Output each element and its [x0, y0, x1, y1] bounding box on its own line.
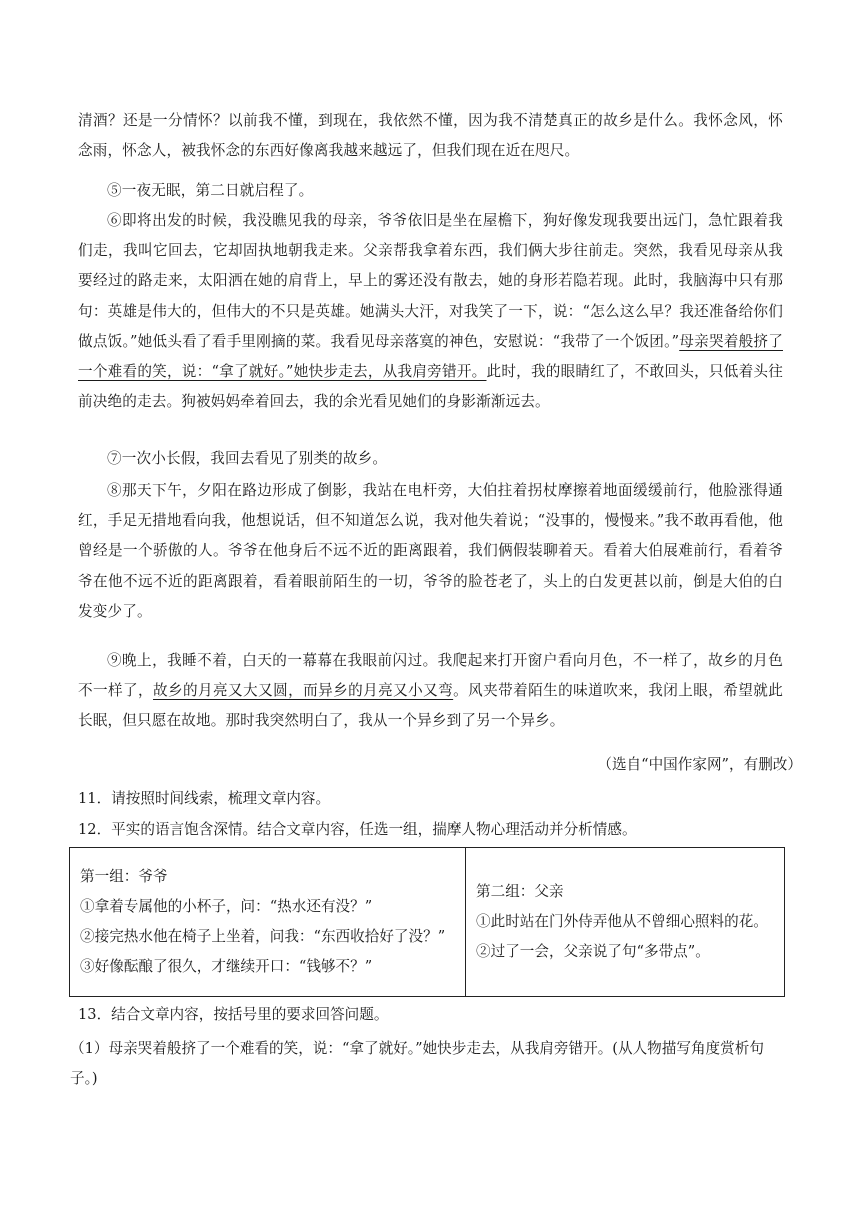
question-11: 11．请按照时间线索，梳理文章内容。 — [78, 790, 331, 807]
paragraph-text: ⑥即将出发的时候，我没瞧见我的母亲，爷爷依旧是坐在屋檐下，狗好像发现我要出远门，急忙跟着我们走，我叫它回去，它却固执地朝我走来。父亲帮我拿着东西，我们俩大步往前走。突然，我看见母亲从我要经过的路走来，太阳洒在她的肩背上，早上的雾还没有散去，她的身形若隐若现。此时，我脑海中只有那句：英雄是伟大的，但伟大的不只是英雄。她满头大汗，对我笑了一下，说：“怎么这么早？我还准备给你们做点饭。”她低头看了看手里刚摘的菜。我看见母亲落寞的神色，安慰说：“我带了一个饭团。” — [78, 212, 783, 350]
paragraph-9 — [78, 646, 783, 737]
paragraph-7 — [78, 444, 783, 474]
group-1-cell — [70, 848, 466, 997]
paragraph-text: ⑨晚上，我睡不着，白天的一幕幕在我眼前闪过。我爬起来打开窗户看向月色，不一样了，故乡的月色不一样了， — [78, 652, 783, 700]
group-1-item: ③好像酝酿了很久，才继续开口：“钱够不？” — [80, 958, 373, 975]
group-1-item: ①拿着专属他的小杯子，问：“热水还有没？” — [80, 898, 373, 915]
paragraph-8 — [78, 476, 783, 627]
paragraph-text: 此时，我的眼睛红了，不敢回头，只低着头往前决绝的走去。狗被妈妈牵着回去，我的余光看见她们的身影渐渐远去。 — [78, 363, 783, 411]
paragraph-text: ⑤一夜无眠，第二日就启程了。 — [107, 182, 314, 199]
question-13-1: （1）母亲哭着般挤了一个难看的笑，说：“拿了就好。”她快步走去，从我肩旁错开。(从人物描写角度赏析句子。) — [70, 1040, 764, 1087]
group-2-cell — [466, 848, 785, 997]
paragraph-6 — [78, 206, 783, 417]
underlined-sentence: 故乡的月亮又大又圆，而异乡的月亮又小又弯 — [153, 682, 454, 700]
paragraph-text: 。风夹带着陌生的味道吹来，我闭上眼，希望就此长眠，但只愿在故地。那时我突然明白了，我从一个异乡到了另一个异乡。 — [78, 682, 783, 730]
group-1-item: ②接完热水他在椅子上坐着，问我：“东西收拾好了没？” — [80, 928, 446, 945]
paragraph-text: ⑦一次小长假，我回去看见了别类的故乡。 — [107, 450, 388, 467]
group-1-title: 第一组：爷爷 — [80, 868, 168, 885]
paragraph-continued — [78, 106, 783, 166]
underlined-sentence: 母亲哭着般挤了一个难看的笑，说：“拿了就好。”她快步走去，从我肩旁错开。 — [78, 332, 783, 381]
paragraph-text: 清酒？还是一分情怀？以前我不懂，到现在，我依然不懂，因为我不清楚真正的故乡是什么。我怀念风，怀念雨，怀念人，被我怀念的东西好像离我越来越远了，但我们现在近在咫尺。 — [78, 112, 783, 160]
question-12: 12．平实的语言饱含深情。结合文章内容，任选一组，揣摩人物心理活动并分析情感。 — [78, 821, 637, 838]
question-13: 13．结合文章内容，按括号里的要求回答问题。 — [78, 1006, 389, 1023]
paragraph-5 — [78, 176, 783, 206]
group-2-title: 第二组：父亲 — [476, 883, 564, 900]
source-note: （选自“中国作家网”，有删改） — [597, 756, 802, 773]
paragraph-text: ⑧那天下午，夕阳在路边形成了倒影，我站在电杆旁，大伯拄着拐杖摩擦着地面缓缓前行，他脸涨得通红，手足无措地看向我，他想说话，但不知道怎么说，我对他失着说；“没事的，慢慢来。”我不敢再看他，他曾经是一个骄傲的人。爷爷在他身后不远不近的距离跟着，我们俩假装聊着天。看着大伯展难前行，看着爷爷在他不远不近的距离跟着，看着眼前陌生的一切，爷爷的脸苍老了，头上的白发更甚以前，倒是大伯的白发变少了。 — [78, 482, 783, 620]
group-2-item: ②过了一会，父亲说了句“多带点”。 — [476, 943, 710, 960]
groups-table — [69, 847, 785, 997]
group-2-item: ①此时站在门外侍弄他从不曾细心照料的花。 — [476, 913, 768, 930]
